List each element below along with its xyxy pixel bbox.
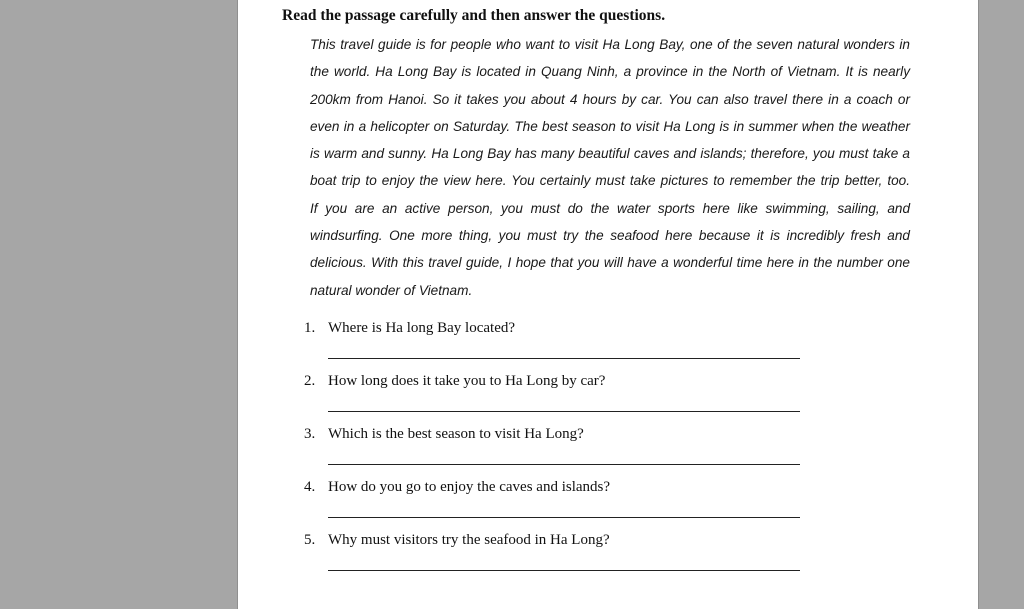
question-number: 2. bbox=[304, 373, 316, 389]
passage-line: If you are an active person, you must do the water sports here like swimming, sailing, and bbox=[310, 200, 910, 216]
answer-blank[interactable] bbox=[328, 411, 800, 412]
question-number: 1. bbox=[304, 320, 316, 336]
passage-line: This travel guide is for people who want to visit Ha Long Bay, one of the seven natural wonders in bbox=[310, 37, 910, 52]
document-page bbox=[237, 0, 979, 609]
passage-line: is warm and sunny. Ha Long Bay has many beautiful caves and islands; therefore, you must take a bbox=[310, 146, 910, 162]
question-number: 5. bbox=[304, 532, 316, 548]
answer-blank[interactable] bbox=[328, 464, 800, 465]
passage-line: delicious. With this travel guide, I hope that you will have a wonderful time here in the number one bbox=[310, 255, 910, 271]
reading-passage bbox=[310, 31, 910, 304]
passage-line: windsurfing. One more thing, you must try the seafood here because it is incredibly fresh and bbox=[310, 228, 910, 244]
question-text: How long does it take you to Ha Long by car? bbox=[328, 373, 606, 389]
instruction-heading: Read the passage carefully and then answer the questions. bbox=[282, 7, 666, 24]
question-number: 4. bbox=[304, 479, 316, 495]
passage-line: even in a helicopter on Saturday. The best season to visit Ha Long is in summer when the weather bbox=[310, 118, 910, 134]
passage-line: natural wonder of Vietnam. bbox=[310, 282, 473, 298]
question-text: How do you go to enjoy the caves and islands? bbox=[328, 479, 611, 495]
question-number: 3. bbox=[304, 426, 316, 442]
answer-blank[interactable] bbox=[328, 358, 800, 359]
passage-line: 200km from Hanoi. So it takes you about 4 hours by car. You can also travel there in a coach or bbox=[310, 91, 910, 107]
answer-blank[interactable] bbox=[328, 570, 800, 571]
question-text: Why must visitors try the seafood in Ha Long? bbox=[328, 532, 610, 548]
question-text: Where is Ha long Bay located? bbox=[328, 320, 516, 336]
passage-line: boat trip to enjoy the view here. You certainly must take pictures to remember the trip better, too. bbox=[310, 173, 910, 189]
question-text: Which is the best season to visit Ha Long? bbox=[328, 426, 584, 442]
passage-line: the world. Ha Long Bay is located in Quang Ninh, a province in the North of Vietnam. It is nearly bbox=[310, 64, 910, 80]
answer-blank[interactable] bbox=[328, 517, 800, 518]
